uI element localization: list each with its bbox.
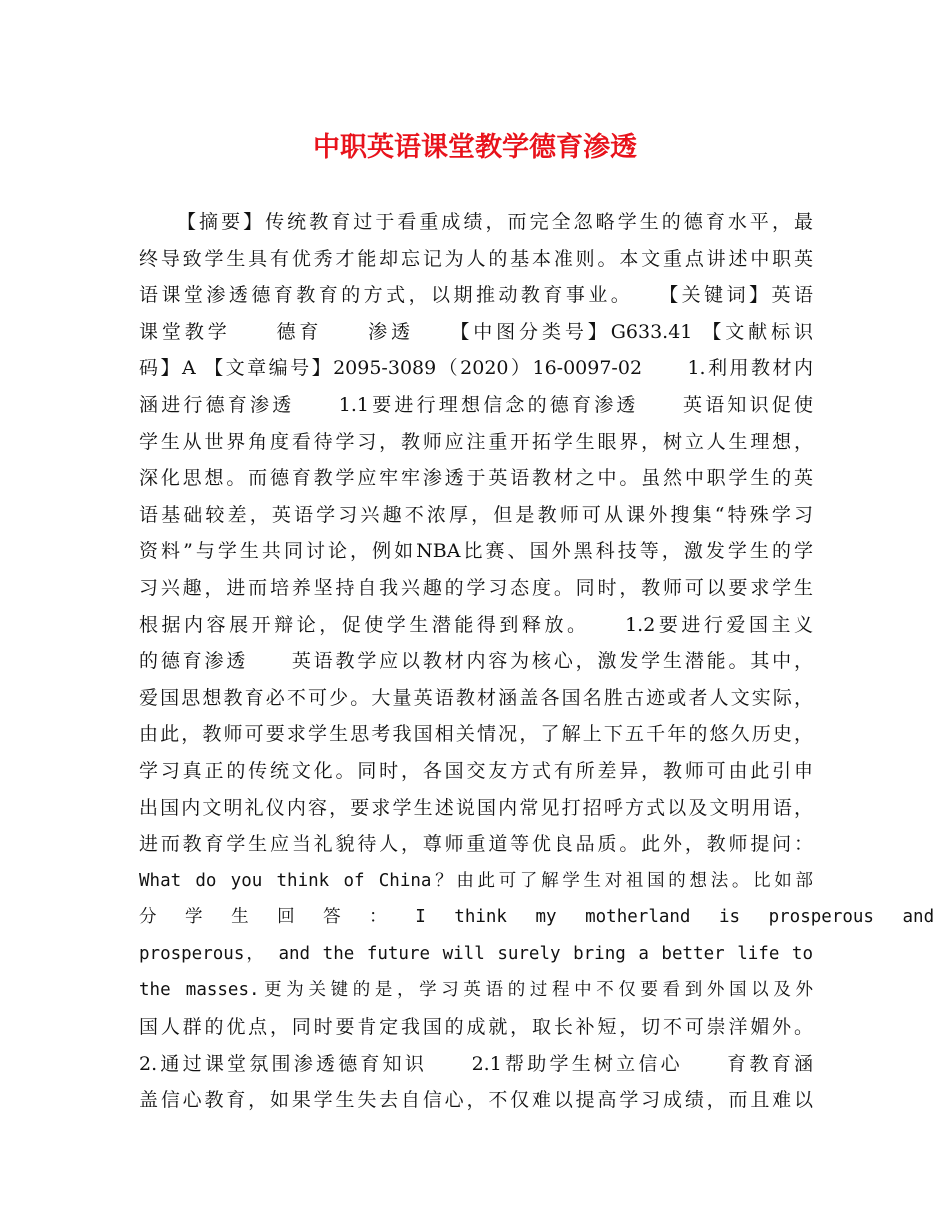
body-line: 分 学 生 回 答 ： I think my motherland is prosperous and bbox=[139, 907, 935, 928]
body-line: 语课堂渗透德育教育的方式，以期推动教育事业。 【关键词】英语 bbox=[139, 284, 813, 307]
body-line: 爱国思想教育必不可少。大量英语教材涵盖各国名胜古迹或者人文实际， bbox=[139, 686, 813, 709]
body-line: 资料”与学生共同讨论，例如NBA比赛、国外黑科技等，激发学生的学 bbox=[139, 540, 813, 563]
body-line: 盖信心教育，如果学生失去自信心，不仅难以提高学习成绩，而且难以 bbox=[139, 1089, 813, 1112]
body-line: 终导致学生具有优秀才能却忘记为人的基本准则。本文重点讲述中职英 bbox=[139, 247, 813, 270]
body-line: 2.通过课堂氛围渗透德育知识 2.1帮助学生树立信心 育教育涵 bbox=[139, 1052, 813, 1075]
body-line: 由此，教师可要求学生思考我国相关情况，了解上下五千年的悠久历史， bbox=[139, 723, 813, 746]
body-line: the masses.更为关键的是，学习英语的过程中不仅要看到外国以及外 bbox=[139, 980, 813, 1001]
body-line: 学习真正的传统文化。同时，各国交友方式有所差异，教师可由此引申 bbox=[139, 759, 813, 782]
body-line: 习兴趣，进而培养坚持自我兴趣的学习态度。同时，教师可以要求学生 bbox=[139, 576, 813, 599]
document-body bbox=[139, 204, 935, 1119]
body-line: 语基础较差，英语学习兴趣不浓厚，但是教师可从课外搜集“特殊学习 bbox=[139, 503, 813, 526]
body-line: 国人群的优点，同时要肯定我国的成就，取长补短，切不可崇洋媚外。 bbox=[139, 1016, 813, 1039]
body-line: 【摘要】传统教育过于看重成绩，而完全忽略学生的德育水平，最 bbox=[177, 211, 813, 233]
document-title: 中职英语课堂教学德育渗透 bbox=[313, 132, 637, 163]
body-line: 的德育渗透 英语教学应以教材内容为核心，激发学生潜能。其中， bbox=[139, 650, 813, 673]
body-line: 学生从世界角度看待学习，教师应注重开拓学生眼界，树立人生理想， bbox=[139, 430, 813, 453]
body-line: 码】A 【文章编号】2095-3089（2020）16-0097-02 1.利用教材内 bbox=[139, 357, 813, 380]
body-line: 深化思想。而德育教学应牢牢渗透于英语教材之中。虽然中职学生的英 bbox=[139, 467, 813, 490]
body-line: prosperous， and the future will surely bring a better life to bbox=[139, 943, 813, 964]
body-line: What do you think of China？由此可了解学生对祖国的想法。比如部 bbox=[139, 870, 813, 891]
body-line: 涵进行德育渗透 1.1要进行理想信念的德育渗透 英语知识促使 bbox=[139, 393, 813, 416]
body-line: 进而教育学生应当礼貌待人，尊师重道等优良品质。此外，教师提问： bbox=[139, 833, 813, 856]
body-line: 出国内文明礼仪内容，要求学生述说国内常见打招呼方式以及文明用语， bbox=[139, 796, 813, 819]
body-line: 课堂教学 德育 渗透 【中图分类号】G633.41 【文献标识 bbox=[139, 320, 813, 343]
body-line: 根据内容展开辩论，促使学生潜能得到释放。 1.2要进行爱国主义 bbox=[139, 613, 813, 636]
